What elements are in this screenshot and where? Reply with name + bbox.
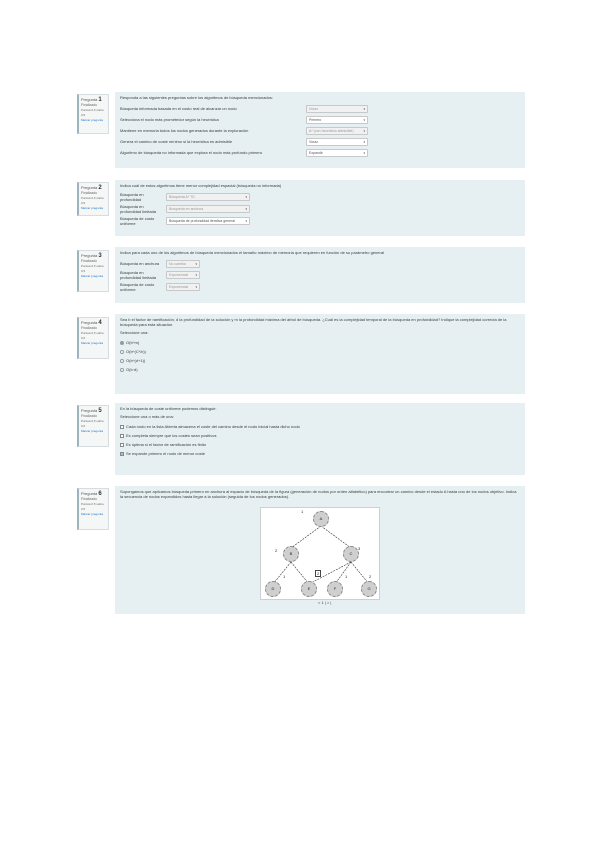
question-grade: Puntúa 0,5 sobre 0,5 — [81, 331, 104, 340]
select-value: Búsqueda de profundidad iterativa general — [169, 219, 235, 223]
question-label: Pregunta — [81, 97, 98, 102]
answer-select[interactable] — [306, 138, 368, 146]
question-number: 5 — [98, 408, 102, 414]
chevron-down-icon: ▾ — [363, 117, 365, 122]
question-info-2 — [77, 182, 109, 216]
question-label: Pregunta — [81, 491, 98, 496]
checkbox-option[interactable] — [120, 422, 520, 431]
question-content-5 — [115, 403, 525, 475]
question-state: Finalizado — [81, 259, 97, 263]
match-row — [120, 215, 250, 227]
matching-table — [120, 103, 368, 158]
answer-select[interactable] — [166, 260, 200, 268]
answer-select[interactable] — [306, 149, 368, 157]
question-label: Pregunta — [81, 185, 98, 190]
match-row — [120, 203, 250, 215]
flag-question-link[interactable]: Marcar pregunta — [81, 512, 104, 516]
tree-node: D — [265, 581, 281, 597]
tree-node: F — [327, 581, 343, 597]
match-row — [120, 191, 250, 203]
radio-icon[interactable] — [120, 368, 124, 372]
match-label: Búsqueda en profundidad — [120, 192, 144, 202]
tree-edge — [321, 526, 351, 548]
select-value: Voraz — [309, 106, 318, 111]
chevron-down-icon: ▾ — [363, 150, 365, 155]
question-grade: Puntúa 0,5 sobre 0,5 — [81, 502, 104, 511]
question-state: Finalizado — [81, 497, 97, 501]
match-label: Búsqueda en profundidad limitada — [120, 270, 157, 280]
select-value: Voraz — [309, 139, 318, 144]
tree-node: A — [313, 511, 329, 527]
question-label: Pregunta — [81, 253, 98, 258]
select-value: Búsqueda en anchura — [169, 207, 204, 211]
answer-select[interactable] — [166, 193, 250, 201]
radio-option[interactable] — [120, 365, 520, 374]
checkbox-option[interactable] — [120, 431, 520, 440]
checkbox-icon[interactable] — [120, 434, 124, 438]
edge-cost-label: 2 — [275, 548, 278, 553]
question-number: 2 — [98, 185, 102, 191]
select-value: Búsqueda A* TD — [169, 195, 195, 199]
question-text: En la búsqueda de coste uniforme podemos distinguir: — [120, 406, 217, 411]
chevron-down-icon: ▾ — [195, 261, 197, 266]
question-number: 6 — [98, 491, 102, 497]
question-content-4 — [115, 314, 525, 394]
question-content-3 — [115, 247, 525, 303]
chevron-down-icon: ▾ — [245, 207, 247, 211]
checkbox-option[interactable] — [120, 449, 520, 458]
question-label: Pregunta — [81, 320, 98, 325]
answer-select[interactable] — [306, 116, 368, 124]
search-tree-diagram — [260, 507, 380, 600]
chevron-down-icon: ▾ — [195, 273, 197, 277]
checkbox-icon[interactable] — [120, 425, 124, 429]
question-text: Indica para cada uno de los algoritmos de búsqueda mencionados el tamaño máximo de memoria que requieren en función de su parámetro general — [120, 250, 384, 255]
flag-question-link[interactable]: Marcar pregunta — [81, 274, 104, 278]
question-grade: Puntúa 0,5 sobre 0,5 — [81, 419, 104, 428]
flag-question-link[interactable]: Marcar pregunta — [81, 118, 104, 122]
chevron-down-icon: ▾ — [245, 219, 247, 223]
option-label: Cada nodo en la lista Abierta almacena el coste del camino desde el nodo inicial hasta dicho nodo — [126, 424, 300, 429]
tree-node: B — [283, 546, 299, 562]
answer-select[interactable] — [166, 283, 200, 291]
answer-select[interactable] — [166, 271, 200, 279]
question-content-2 — [115, 180, 525, 236]
tree-node: E — [301, 581, 317, 597]
option-label: O(b^m) — [126, 340, 140, 345]
question-text: Responda a las siguientes preguntas sobre los algoritmos de búsqueda mencionados: — [120, 95, 273, 100]
tree-node: G — [361, 581, 377, 597]
select-value: Expandir — [309, 150, 323, 155]
question-number: 3 — [98, 253, 102, 259]
select-value: A* (con heurística admisible) — [309, 128, 354, 133]
tree-edge — [291, 526, 321, 548]
question-info-1 — [77, 94, 109, 134]
flag-question-link[interactable]: Marcar pregunta — [81, 206, 104, 210]
chevron-down-icon: ▾ — [245, 195, 247, 199]
edge-cost-box: 2 — [317, 571, 320, 576]
match-row — [120, 281, 200, 293]
match-label: Búsqueda informada basada en el costo real de alcanzar un nodo — [120, 106, 237, 111]
edge-cost-label: 1 — [345, 574, 348, 579]
match-label: Algoritmo de búsqueda no informada que explora el nodo más profundo primero — [120, 150, 263, 155]
match-row — [120, 147, 368, 158]
answer-select[interactable] — [166, 217, 250, 225]
chevron-down-icon: ▾ — [195, 285, 197, 289]
question-text: Sea b el factor de ramificación, d la profundidad de la solución y m la profundidad máxima del árbol de búsqueda. ¿Cuál es la complejidad temporal de la búsqueda en profundidad? Indique la complejidad correcta de la búsqueda para esta situación. — [120, 317, 507, 327]
edge-cost-label: 3 — [358, 546, 361, 551]
match-row — [120, 103, 368, 114]
matching-table — [120, 258, 200, 293]
option-label: O(b^(d+1)) — [126, 358, 146, 363]
radio-selected-icon[interactable] — [120, 341, 124, 345]
question-info-4 — [77, 317, 109, 359]
select-value: Primero — [309, 117, 322, 122]
checkbox-checked-icon[interactable] — [120, 452, 124, 456]
match-row — [120, 125, 368, 136]
question-state: Finalizado — [81, 414, 97, 418]
match-row — [120, 114, 368, 125]
matching-table — [120, 191, 250, 227]
question-grade: Puntúa 0,5 sobre 0,5 — [81, 196, 104, 205]
question-text: Supongamos que aplicamos búsqueda primero en anchura al espacio de búsqueda de la figura (generación de nodos por orden alfabético) para encontrar un camino desde el estado A hasta uno de los nodos objetivo. Indica la secuencia de nodos expandidos hasta llegar a la solución (seguida de los nodos generados). — [120, 489, 517, 499]
option-label: Es óptima si el factor de ramificación es finito — [126, 442, 207, 447]
radio-icon[interactable] — [120, 359, 124, 363]
question-info-6 — [77, 488, 109, 530]
select-value: Exponencial — [169, 273, 189, 277]
match-label: Genera el camino de coste mínimo si la heurística es admisible — [120, 139, 233, 144]
question-info-3 — [77, 250, 109, 292]
select-value: Exponencial — [169, 285, 189, 289]
radio-icon[interactable] — [120, 350, 124, 354]
checkbox-icon[interactable] — [120, 443, 124, 447]
question-number: 4 — [98, 320, 102, 326]
question-content-1 — [115, 92, 525, 168]
option-label: O(b·d) — [126, 367, 138, 372]
question-state: Finalizado — [81, 326, 97, 330]
question-info-5 — [77, 405, 109, 447]
question-number: 1 — [98, 97, 102, 103]
checkbox-option[interactable] — [120, 440, 520, 449]
match-row — [120, 258, 200, 269]
match-row — [120, 269, 200, 281]
edge-cost-label: 2 — [369, 574, 372, 579]
question-grade: Puntúa 0,5 sobre 0,5 — [81, 264, 104, 273]
match-label: Búsqueda en profundidad limitada — [120, 204, 157, 214]
option-label: O(b^(C*/ε)) — [126, 349, 146, 354]
question-state: Finalizado — [81, 103, 97, 107]
option-label: Se expande primero el nodo de menor coste — [126, 451, 205, 456]
diagram-pager[interactable]: < 1 | > | — [318, 600, 332, 605]
chevron-down-icon: ▾ — [363, 139, 365, 144]
option-label: Es completa siempre que los costes sean positivos — [126, 433, 217, 438]
answer-prompt: Seleccione una: — [120, 330, 149, 335]
question-text: Indica cuál de estos algoritmos tiene menor complejidad espacial (búsqueda no informada) — [120, 183, 282, 188]
answer-prompt: Seleccione una o más de una: — [120, 414, 174, 419]
chevron-down-icon: ▾ — [363, 106, 365, 111]
answer-select[interactable] — [306, 105, 368, 113]
chevron-down-icon: ▾ — [363, 128, 365, 133]
edge-cost-label: 1 — [283, 574, 286, 579]
match-label: Búsqueda de costo uniforme — [120, 216, 155, 226]
edge-cost-label: 1 — [301, 509, 304, 514]
tree-node: C — [343, 546, 359, 562]
match-row — [120, 136, 368, 147]
radio-option[interactable] — [120, 338, 520, 347]
match-label: Selecciona el nodo más prometedor según la heurística — [120, 117, 219, 122]
question-label: Pregunta — [81, 408, 98, 413]
match-label: Búsqueda de costo uniforme — [120, 282, 155, 292]
flag-question-link[interactable]: Marcar pregunta — [81, 429, 104, 433]
answer-select[interactable] — [306, 127, 368, 135]
match-label: Mantiene en memoria todos los nodos generados durante la exploración — [120, 128, 249, 133]
question-state: Finalizado — [81, 191, 97, 195]
question-grade: Puntúa 0,5 sobre 0,5 — [81, 108, 104, 117]
radio-option[interactable] — [120, 356, 520, 365]
answer-select[interactable] — [166, 205, 250, 213]
match-label: Búsqueda en anchura — [120, 261, 160, 266]
flag-question-link[interactable]: Marcar pregunta — [81, 341, 104, 345]
radio-option[interactable] — [120, 347, 520, 356]
select-value: No cambia — [169, 261, 186, 266]
